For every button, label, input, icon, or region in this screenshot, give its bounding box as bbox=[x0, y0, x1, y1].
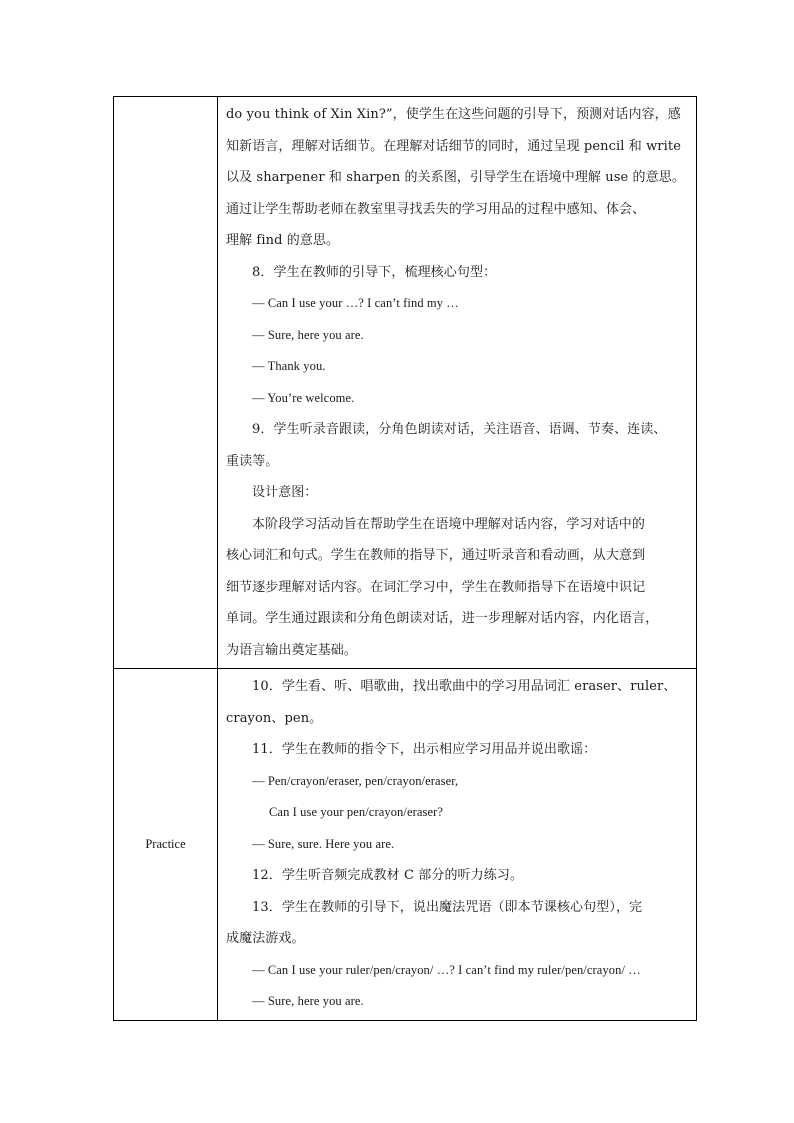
text-line: — You’re welcome. bbox=[252, 390, 355, 405]
text-line: 11．学生在教师的指令下，出示相应学习用品并说出歌谣： bbox=[252, 742, 597, 757]
text-line: — Sure, sure. Here you are. bbox=[252, 836, 395, 851]
text-line: — Thank you. bbox=[252, 359, 326, 373]
text-line: 细节逐步理解对话内容。在词汇学习中，学生在教师指导下在语境中识记 bbox=[226, 579, 646, 595]
lesson-plan-table bbox=[113, 96, 697, 1021]
text-line: 单词。学生通过跟读和分角色朗读对话，进一步理解对话内容，内化语言， bbox=[226, 611, 659, 626]
text-line: 重读等。 bbox=[226, 453, 279, 469]
text-line: 以及 sharpener 和 sharpen 的关系图，引导学生在语境中理解 use 的意思。 bbox=[226, 170, 685, 185]
text-line: 10．学生看、听、唱歌曲，找出歌曲中的学习用品词汇 eraser、ruler、 bbox=[252, 679, 677, 694]
text-line: 为语言输出奠定基础。 bbox=[226, 642, 358, 658]
table-row bbox=[114, 669, 697, 1021]
text-line: 理解 find 的意思。 bbox=[226, 233, 340, 248]
text-line: 8．学生在教师的引导下，梳理核心句型： bbox=[252, 264, 497, 280]
text-line: Can I use your pen/crayon/eraser? bbox=[269, 805, 444, 819]
text-line: 13．学生在教师的引导下，说出魔法咒语（即本节课核心句型），完 bbox=[252, 899, 643, 915]
stage-cell-practice: Practice bbox=[114, 669, 218, 1021]
text-line: — Can I use your ruler/pen/crayon/ …? I can’t find my ruler/pen/crayon/ … bbox=[252, 962, 641, 977]
text-line: crayon、pen。 bbox=[226, 710, 323, 726]
text-line: — Sure, here you are. bbox=[252, 994, 364, 1008]
text-line: 通过让学生帮助老师在教室里寻找丢失的学习用品的过程中感知、体会、 bbox=[226, 201, 646, 217]
content-cell bbox=[218, 669, 697, 1021]
text-line: 设计意图： bbox=[252, 485, 318, 500]
text-line: do you think of Xin Xin?”，使学生在这些问题的引导下，预测对话内容，感 bbox=[226, 107, 681, 122]
text-line: — Sure, here you are. bbox=[252, 327, 364, 342]
stage-cell bbox=[114, 97, 218, 669]
text-line: — Can I use your …? I can’t find my … bbox=[252, 296, 459, 310]
text-line: 核心词汇和句式。学生在教师的指导下，通过听录音和看动画，从大意到 bbox=[226, 548, 646, 563]
text-line: 本阶段学习活动旨在帮助学生在语境中理解对话内容，学习对话中的 bbox=[252, 516, 646, 532]
text-line: 9．学生听录音跟读，分角色朗读对话，关注语音、语调、节奏、连读、 bbox=[252, 422, 667, 437]
text-line: — Pen/crayon/eraser, pen/crayon/eraser, bbox=[252, 773, 459, 788]
text-line: 12．学生听音频完成教材 C 部分的听力练习。 bbox=[252, 868, 524, 883]
text-line: 成魔法游戏。 bbox=[226, 931, 305, 946]
content-cell bbox=[218, 97, 697, 669]
table-row bbox=[114, 97, 697, 669]
text-line: 知新语言，理解对话细节。在理解对话细节的同时，通过呈现 pencil 和 write bbox=[226, 138, 681, 154]
